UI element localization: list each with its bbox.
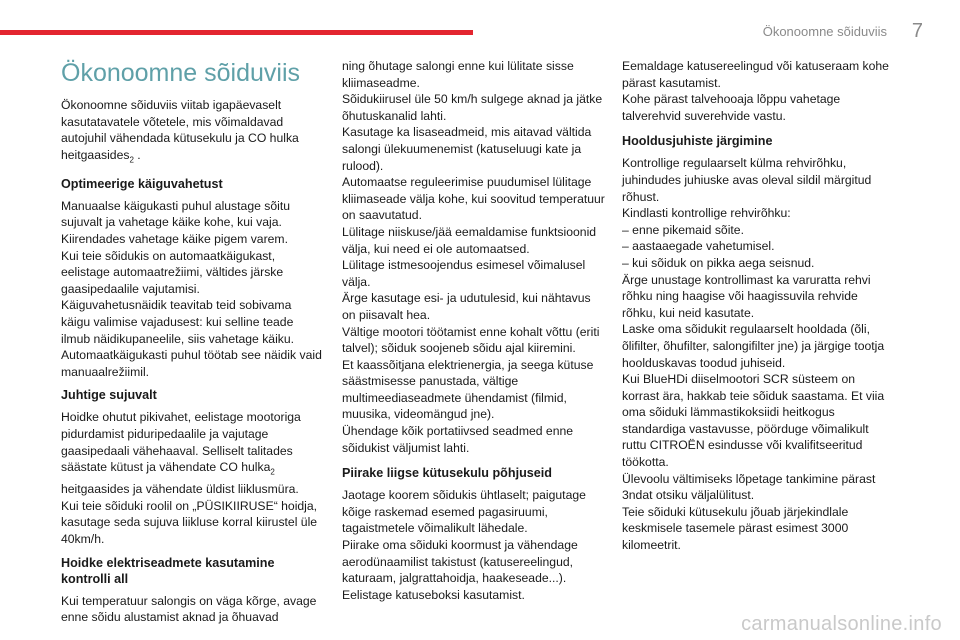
paragraph-gear-shifting: Manuaalse käigukasti puhul alustage sõitu sujuvalt ja vahetage käike kohe, kui vaja. Kiirendades vahetage käike pigem varem. Kui teie sõidukis on automaatkäigukast, eelistage automaatrežiimi, vältides järske gaasipedaalile vajutamisi. Käiguvahetusnäidik teavitab teid sobivama käigu valimise vajadusest: kui selline teade ilmub näidikupaneelile, siis vahetage käiku. Automaatkäigukasti puhul töötab see näidik vaid manuaalrežiimil.	[61, 198, 322, 379]
heading-smooth-driving: Juhtige sujuvalt	[61, 388, 157, 403]
intro-paragraph: Ökonoomne sõiduviis viitab igapäevaselt kasutatavatele võtetele, mis võimaldavad autojuhil vähendada kütusekulu ja CO hulka heitgaasides$_2$ .	[61, 98, 299, 165]
section-header-title: Ökonoomne sõiduviis	[762, 24, 887, 39]
paragraph-ventilation: ning õhutage salongi enne kui lülitate sisse kliimaseadme. Sõidukiirusel üle 50 km/h sulgege aknad ja jätke õhutuskanalid lahti. Kasutage ka lisaseadmeid, mis aitavad vältida salongi ülekuumenemist (katuseluugi kate ja rulood). Automaatse reguleerimise puudumisel lülitage kliimaseade välja kohe, kui soovitud temperatuur on saavutatud. Lülitage niiskuse/jää eemaldamise funktsioonid välja, kui need ei ole automaatsed. Lülitage istmesoojendus esimesel võimalusel välja. Ärge kasutage esi- ja udutulesid, kui nähtavus on piisavalt hea. Vältige mootori töötamist enne kohalt võttu (eriti talvel); sõiduk soojeneb sõidu ajal kiiremini. Et kaassõitjana elektrienergia, ja seega kütuse säästmisesse panustada, vältige multimeediaseadmete ühendamist (filmid, muusika, videomängud jne). Ühendage kõik portatiivsed seadmed enne sõidukist väljumist lahti.	[342, 59, 605, 455]
heading-gear-shifting: Optimeerige käiguvahetust	[61, 176, 223, 191]
header-accent-bar	[0, 30, 473, 35]
smooth-driving-text-b: heitgaasides ja vähendate üldist liiklusmüra. Kui teie sõiduki roolil on „PÜSIKIIRUSE“ hoidja, kasutage seda sujuva liikluse korral kiirustel üle 40km/h.	[61, 482, 318, 546]
smooth-driving-text-a: Hoidke ohutut pikivahet, eelistage mootoriga pidurdamist piduripedaalile ja vajutage gaasipedaali vähehaaval. Selliselt talitades säästate kütust ja vähendate CO hulka	[61, 410, 301, 475]
heading-maintenance: Hooldusjuhiste järgimine	[622, 134, 773, 149]
column-2	[342, 58, 607, 603]
watermark: carmanualsonline.info	[741, 613, 942, 635]
page-title: Ökonoomne sõiduviis	[61, 59, 301, 87]
column-3	[622, 58, 892, 554]
page-number: 7	[911, 20, 923, 42]
paragraph-electrical-devices: Kui temperatuur salongis on väga kõrge, avage enne sõidu alustamist aknad ja õhuavad	[61, 593, 317, 625]
paragraph-excess-consumption: Jaotage koorem sõidukis ühtlaselt; paigutage kõige raskemad esemed pagasiruumi, tagaistmetele võimalikult lähedale. Piirake oma sõiduki koormust ja vähendage aerodünaamilist takistust (katusereelingud, katuraam, jalgrattahoidja, haakeseade...). Eelistage katuseboksi kasutamist.	[342, 488, 586, 602]
co2-subscript: 2	[129, 155, 134, 165]
paragraph-maintenance: Kontrollige regulaarselt külma rehvirõhku, juhindudes juhiuske avas oleval sildil märgitud rõhust. Kindlasti kontrollige rehvirõhku: – enne pikemaid sõite. – aastaaegade vahetumisel. – kui sõiduk on pikka aega seisnud. Ärge unustage kontrollimast ka varuratta rehvi rõhku ning haagise või haagissuvila rehvide rõhku, kui neid kasutate. Laske oma sõidukit regulaarselt hooldada (õli, õlifilter, õhufilter, salongifilter jne) ja järgige tootja hoolduskavas toodud juhiseid. Kui BlueHDi diiselmootori SCR süsteem on korrast ära, hakkab teie sõiduk saastama. Et viia oma sõiduki lämmastikoksiidi heitkogus standardiga vastavusse, pöörduge võimalikult ruttu CITROËN esindusse või kvalifitseeritud töökotta. Ülevoolu vältimiseks lõpetage tankimine pärast 3ndat otsiku väljalülitust. Teie sõiduki kütusekulu jõuab järjekindlale keskmisele tasemele pärast esimest 3000 kilomeetrit.	[622, 156, 885, 553]
paragraph-smooth-driving	[61, 409, 323, 547]
co2-subscript-2: 2	[270, 467, 275, 477]
heading-electrical-devices: Hoidke elektriseadmete kasutamine kontrolli all	[61, 555, 275, 586]
paragraph-roof-rails: Eemaldage katusereelingud või katuseraam kohe pärast kasutamist. Kohe pärast talvehooaja lõppu vahetage talverehvid suverehvide vastu.	[622, 59, 889, 123]
column-1	[61, 58, 323, 626]
heading-excess-consumption: Piirake liigse kütusekulu põhjuseid	[342, 466, 552, 481]
